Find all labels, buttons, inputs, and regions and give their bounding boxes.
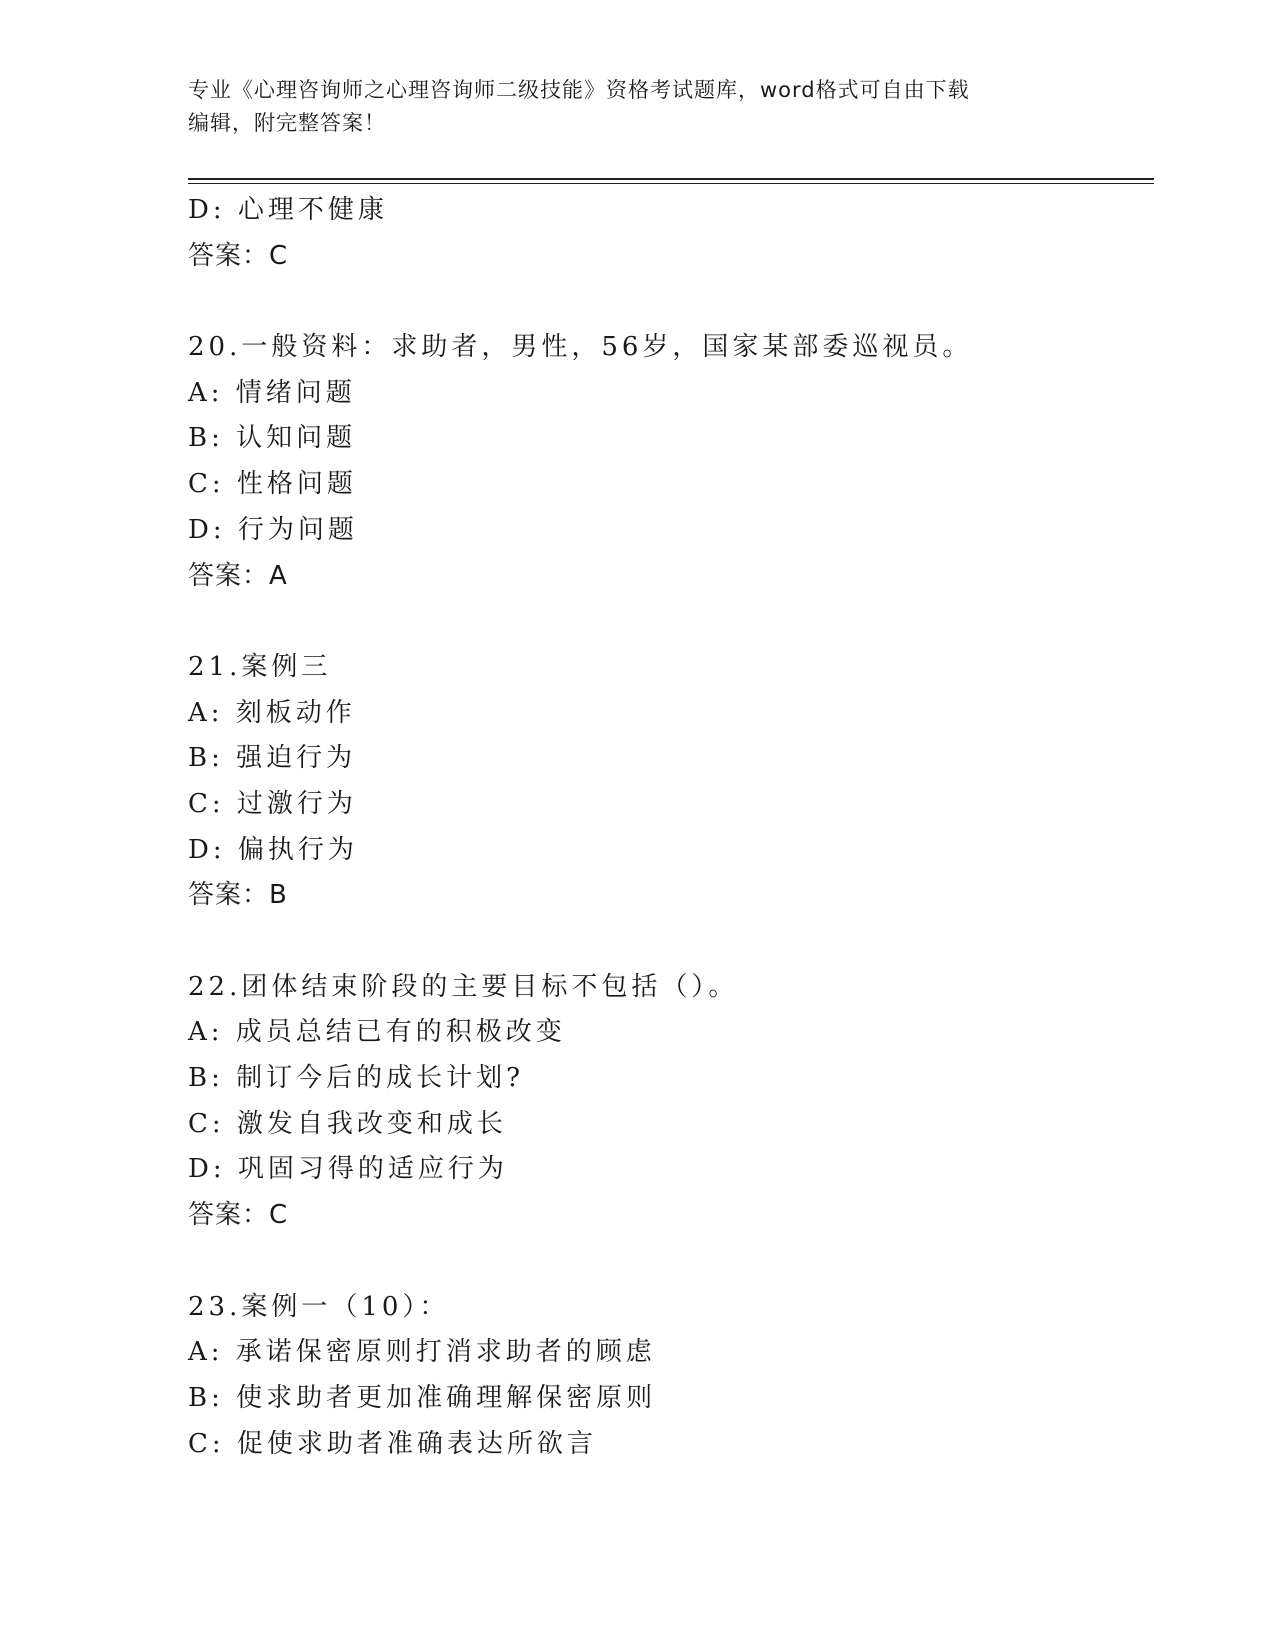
answer-line: 答案：C	[188, 240, 289, 271]
document-intro	[188, 74, 1088, 140]
question-stem: 23.案例一（10）：	[188, 1291, 450, 1322]
answer-line: 答案：B	[188, 880, 288, 911]
question-block-23	[188, 1285, 1154, 1468]
option-a: A: 成员总结已有的积极改变	[188, 1017, 566, 1048]
option-b: B: 制订今后的成长计划?	[188, 1063, 525, 1094]
question-stem: 20.一般资料：求助者，男性，56岁，国家某部委巡视员。	[188, 332, 973, 363]
header-divider-thin	[188, 183, 1154, 184]
option-b: B: 认知问题	[188, 423, 357, 454]
option-c: C: 过激行为	[188, 788, 357, 819]
intro-line-1: 专业《心理咨询师之心理咨询师二级技能》资格考试题库，word格式可自由下载	[188, 78, 970, 102]
option-d: D: 巩固习得的适应行为	[188, 1154, 508, 1185]
intro-line-2: 编辑，附完整答案！	[188, 111, 386, 135]
header-divider-thick	[188, 178, 1154, 180]
option-d: D: 心理不健康	[188, 195, 388, 225]
question-stem: 21.案例三	[188, 651, 332, 682]
question-list	[188, 188, 1154, 1467]
option-a: A: 情绪问题	[188, 377, 356, 408]
option-a: A: 承诺保密原则打消求助者的顾虑	[188, 1337, 656, 1368]
option-a: A: 刻板动作	[188, 697, 356, 728]
option-c: C: 激发自我改变和成长	[188, 1108, 507, 1139]
question-block-22	[188, 965, 1154, 1239]
option-c: C: 性格问题	[188, 469, 357, 500]
question-block-21	[188, 645, 1154, 919]
option-d: D: 行为问题	[188, 514, 358, 545]
option-c: C: 促使求助者准确表达所欲言	[188, 1428, 597, 1459]
question-block-20	[188, 325, 1154, 599]
option-d: D: 偏执行为	[188, 834, 358, 865]
answer-line: 答案：A	[188, 560, 288, 591]
question-block-19	[188, 188, 1154, 279]
option-b: B: 使求助者更加准确理解保密原则	[188, 1382, 657, 1413]
question-stem: 22.团体结束阶段的主要目标不包括（）。	[188, 971, 739, 1002]
answer-line: 答案：C	[188, 1200, 289, 1231]
option-b: B: 强迫行为	[188, 743, 357, 774]
